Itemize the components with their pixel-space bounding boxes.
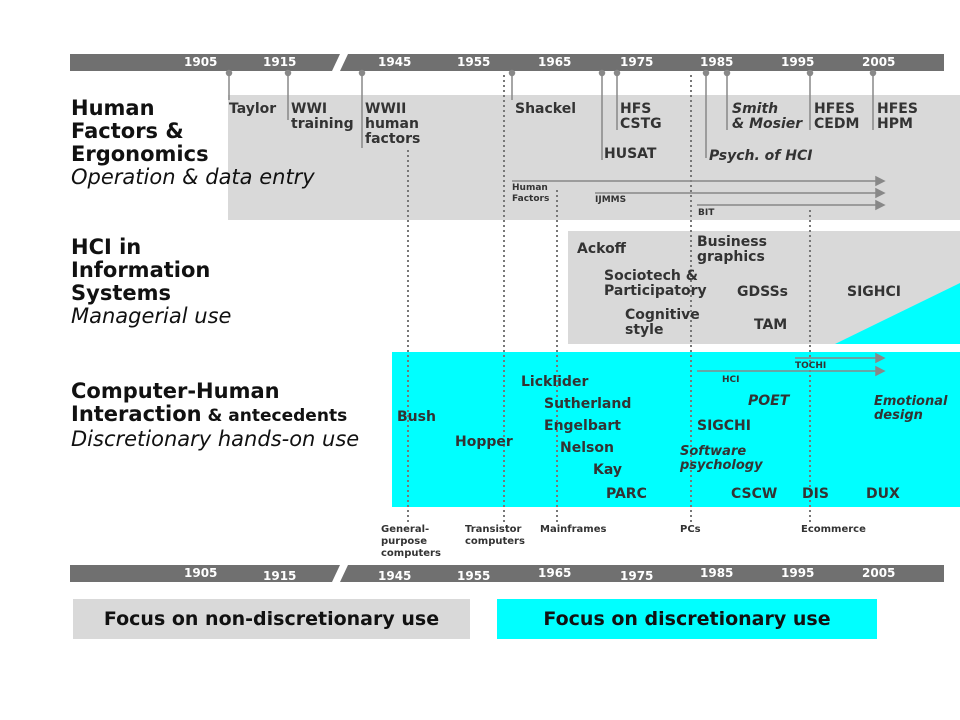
bottom-year-1985: 1985	[700, 566, 734, 580]
section-chi-subtitle: Discretionary hands-on use	[71, 427, 360, 451]
event-hfs-cstg: HFS CSTG	[620, 101, 662, 132]
top-year-1995: 1995	[781, 55, 815, 69]
journal-hci: HCI	[722, 375, 740, 385]
event-cognitive-style: Cognitive style	[625, 307, 700, 338]
section-hf-subtitle: Operation & data entry	[71, 165, 315, 189]
event-sutherland: Sutherland	[544, 396, 632, 412]
top-year-1955: 1955	[457, 55, 491, 69]
event-licklider: Licklider	[521, 374, 589, 390]
event-sociotech-participatory: Sociotech & Participatory	[604, 268, 707, 299]
top-year-1975: 1975	[620, 55, 654, 69]
bottom-year-1995: 1995	[781, 566, 815, 580]
focus-discretionary: Focus on discretionary use	[497, 599, 877, 639]
event-wwii-human-factors: WWII human factors	[365, 101, 421, 147]
event-dis: DIS	[802, 486, 829, 502]
focus-non-discretionary: Focus on non-discretionary use	[73, 599, 470, 639]
tech-pcs: PCs	[680, 524, 701, 535]
bottom-year-1975: 1975	[620, 569, 654, 583]
journal-human-factors: Human Factors	[512, 183, 550, 204]
tech-ecommerce: Ecommerce	[801, 524, 866, 535]
section-is-heading: HCI in Information Systems Managerial use	[71, 235, 232, 328]
bottom-year-1965: 1965	[538, 566, 572, 580]
event-wwi-training: WWI training	[291, 101, 354, 132]
tech-mainframes: Mainframes	[540, 524, 607, 535]
event-smith-mosier: Smith & Mosier	[732, 101, 803, 132]
bottom-year-1905: 1905	[184, 566, 218, 580]
top-year-2005: 2005	[862, 55, 896, 69]
event-gdsss: GDSSs	[737, 284, 788, 300]
event-parc: PARC	[606, 486, 647, 502]
event-shackel: Shackel	[515, 101, 577, 117]
section-chi-heading: Computer-Human Interaction & antecedents Discretionary hands-on use	[71, 379, 360, 451]
bottom-year-1915: 1915	[263, 569, 297, 583]
top-year-1965: 1965	[538, 55, 572, 69]
journal-ijmms: IJMMS	[595, 195, 627, 205]
section-is-subtitle: Managerial use	[71, 304, 232, 328]
event-sigchi: SIGCHI	[697, 418, 751, 434]
event-cscw: CSCW	[731, 486, 778, 502]
event-bush: Bush	[397, 409, 436, 425]
event-emotional-design: Emotional design	[874, 394, 948, 423]
event-software-psychology: Software psychology	[680, 444, 763, 473]
top-year-1915: 1915	[263, 55, 297, 69]
event-kay: Kay	[593, 462, 622, 478]
section-hf-heading: Human Factors & Ergonomics Operation & data entry	[71, 96, 315, 189]
journal-tochi: TOCHI	[795, 361, 827, 371]
top-year-1905: 1905	[184, 55, 218, 69]
bottom-year-1945: 1945	[378, 569, 412, 583]
event-ackoff: Ackoff	[577, 241, 627, 257]
chi-band	[392, 352, 960, 507]
bottom-year-2005: 2005	[862, 566, 896, 580]
event-nelson: Nelson	[560, 440, 614, 456]
tech-general-purpose-computers: General- purpose computers	[381, 524, 441, 559]
event-dux: DUX	[866, 486, 900, 502]
event-poet: POET	[748, 393, 790, 409]
bottom-year-1955: 1955	[457, 569, 491, 583]
event-hfes-cedm: HFES CEDM	[814, 101, 860, 132]
event-psych-of-hci: Psych. of HCI	[709, 148, 813, 164]
tech-transistor-computers: Transistor computers	[465, 524, 525, 547]
event-engelbart: Engelbart	[544, 418, 621, 434]
event-hopper: Hopper	[455, 434, 513, 450]
event-sighci: SIGHCI	[847, 284, 901, 300]
top-year-1985: 1985	[700, 55, 734, 69]
top-year-1945: 1945	[378, 55, 412, 69]
event-taylor: Taylor	[229, 101, 277, 117]
journal-bit: BIT	[698, 208, 715, 218]
event-tam: TAM	[754, 317, 788, 333]
event-husat: HUSAT	[604, 146, 657, 162]
event-hfes-hpm: HFES HPM	[877, 101, 918, 132]
event-business-graphics: Business graphics	[697, 234, 767, 265]
